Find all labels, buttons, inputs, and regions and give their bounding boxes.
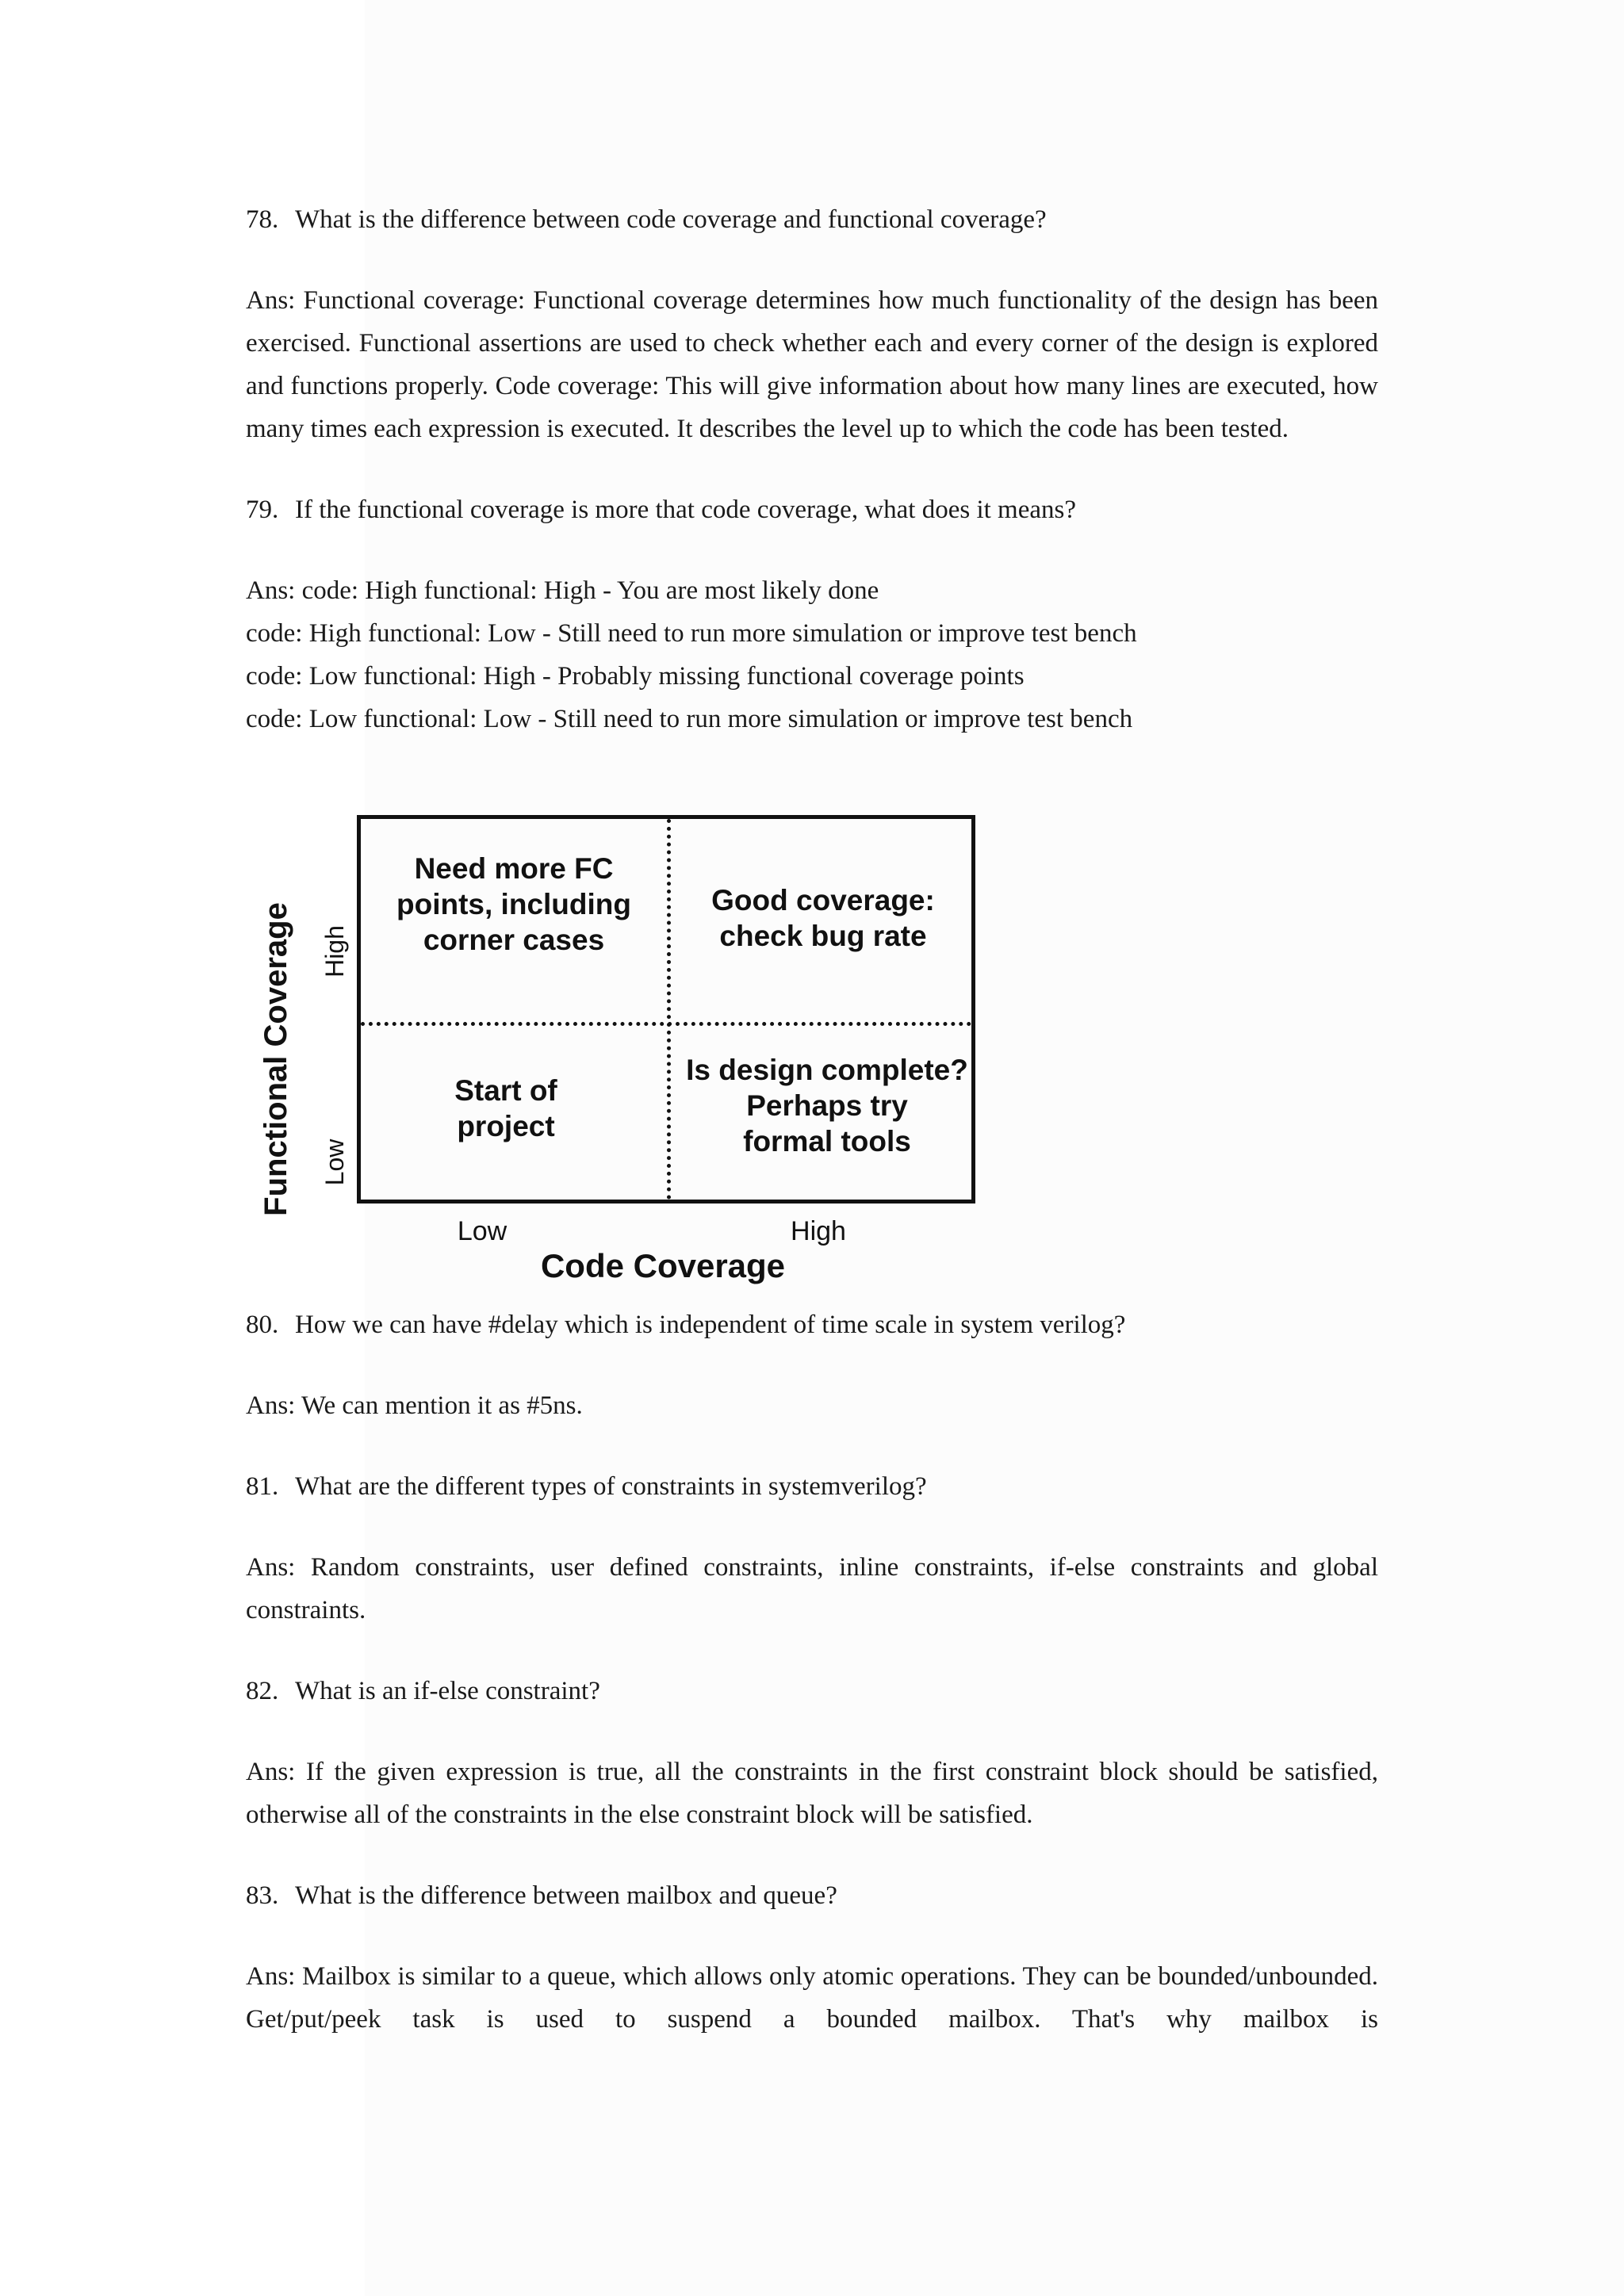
y-axis-title: Functional Coverage: [259, 902, 293, 1216]
y-tick-high: High: [320, 925, 349, 978]
answer-81: Ans: Random constraints, user defined constraints, inline constraints, if-else constraints and global constraints.: [246, 1553, 1378, 1624]
quadrant-bottom-right: [671, 1052, 983, 1159]
answer-82: Ans: If the given expression is true, all the constraints in the first constraint block should be satisfied, otherwise all of the constraints in the else constraint block will be satisfied.: [246, 1758, 1378, 1829]
y-tick-low: Low: [320, 1138, 349, 1186]
answer-line: code: Low functional: High - Probably missing functional coverage points: [246, 662, 1025, 691]
quadrant-text: Need more FC: [414, 852, 614, 885]
document-body: [246, 198, 1378, 2079]
question-82: [246, 1670, 1378, 1712]
quadrant-text: formal tools: [743, 1125, 911, 1158]
answer-line: code: Low functional: Low - Still need to run more simulation or improve test bench: [246, 705, 1133, 733]
quadrant-text: Start of: [454, 1074, 557, 1107]
question-79: [246, 488, 1378, 531]
question-78: [246, 198, 1378, 241]
x-tick-low: Low: [457, 1216, 508, 1246]
x-axis-title: Code Coverage: [540, 1247, 786, 1284]
quadrant-text: points, including: [396, 888, 631, 920]
coverage-quadrant-figure: [246, 804, 1039, 1286]
question-number: 79.: [246, 496, 279, 524]
question-text: What are the different types of constraints in systemverilog?: [295, 1472, 927, 1501]
question-number: 83.: [246, 1881, 279, 1910]
question-number: 81.: [246, 1472, 279, 1501]
question-number: 80.: [246, 1311, 279, 1339]
answer-78: Ans: Functional coverage: Functional coverage determines how much functionality of the design has been exercised. Functional assertions are used to check whether each and every corner of the design is explored and functions properly. Code coverage: This will give information about how many lines are executed, how many times each expression is executed. It describes the level up to which the code has been tested.: [246, 286, 1378, 443]
quadrant-text: Good coverage:: [711, 884, 935, 916]
quadrant-text: project: [457, 1110, 555, 1142]
answer-line: Ans: code: High functional: High - You are most likely done: [246, 576, 879, 605]
quadrant-text: Is design complete?: [686, 1054, 968, 1086]
question-text: How we can have #delay which is independent of time scale in system verilog?: [295, 1311, 1126, 1339]
quadrant-grid: [357, 815, 975, 1203]
question-83: [246, 1874, 1378, 1917]
horizontal-divider: [361, 1022, 971, 1026]
answer-line: code: High functional: Low - Still need to run more simulation or improve test bench: [246, 619, 1137, 648]
question-text: What is the difference between code coverage and functional coverage?: [295, 205, 1047, 234]
question-80: [246, 1303, 1378, 1346]
answer-79: [246, 569, 1378, 740]
quadrant-text: corner cases: [423, 924, 605, 956]
quadrant-top-right: [671, 882, 975, 954]
question-number: 82.: [246, 1677, 279, 1705]
quadrant-top-left: [361, 851, 667, 958]
quadrant-text: check bug rate: [719, 920, 927, 952]
answer-83: Ans: Mailbox is similar to a queue, which allows only atomic operations. They can be bounded/unbounded. Get/put/peek task is used to suspend a bounded mailbox. That's why mailbox is: [246, 1962, 1378, 2034]
x-tick-high: High: [791, 1216, 846, 1246]
question-text: If the functional coverage is more that code coverage, what does it means?: [295, 496, 1077, 524]
answer-80: Ans: We can mention it as #5ns.: [246, 1391, 583, 1420]
quadrant-text: Perhaps try: [746, 1089, 908, 1122]
quadrant-bottom-left: [353, 1073, 659, 1144]
question-text: What is an if-else constraint?: [295, 1677, 600, 1705]
question-text: What is the difference between mailbox and queue?: [295, 1881, 837, 1910]
question-number: 78.: [246, 205, 279, 234]
question-81: [246, 1465, 1378, 1508]
